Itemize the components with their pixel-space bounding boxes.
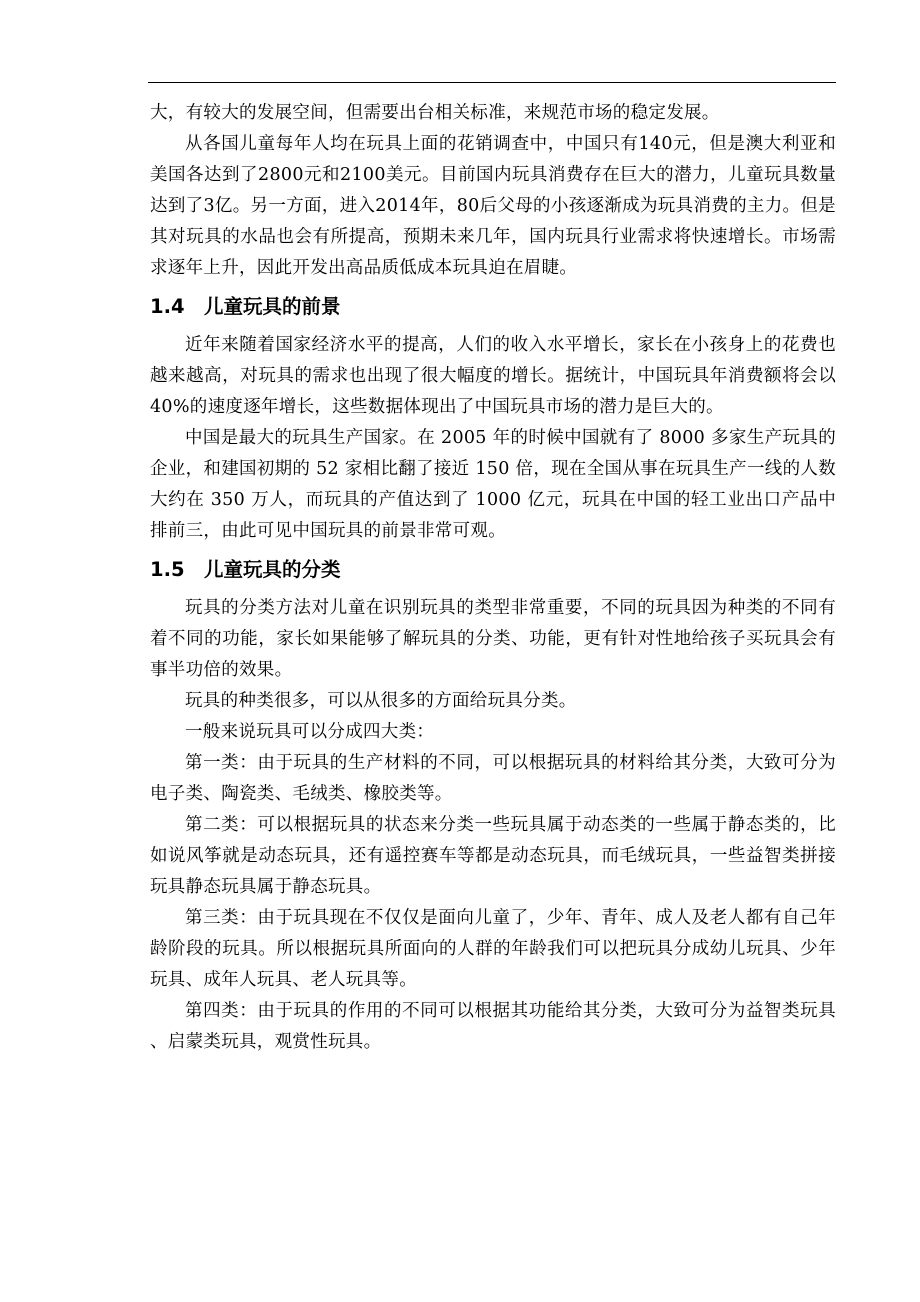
paragraph-spending-survey: 从各国儿童每年人均在玩具上面的花销调查中，中国只有140元，但是澳大利亚和美国各达到了2800元和2100美元。目前国内玩具消费存在巨大的潜力，儿童玩具数量达到了3亿。另一方面，进入2014年，80后父母的小孩逐渐成为玩具消费的主力。但是其对玩具的水品也会有所提高，预期未来几年，国内玩具行业需求将快速增长。市场需求逐年上升，因此开发出高品质低成本玩具迫在眉睫。 [150,134,836,278]
section-title: 儿童玩具的前景 [204,295,341,318]
section-heading-1-4 [150,290,836,324]
paragraph-continued: 大，有较大的发展空间，但需要出台相关标准，来规范市场的稳定发展。 [150,103,720,123]
paragraph: 第三类：由于玩具现在不仅仅是面向儿童了，少年、青年、成人及老人都有自己年龄阶段的玩具。所以根据玩具所面向的人群的年龄我们可以把玩具分成幼儿玩具、少年玩具、成年人玩具、老人玩具等。 [150,908,836,990]
document-body [150,98,836,1058]
paragraph: 中国是最大的玩具生产国家。在 2005 年的时候中国就有了 8000 多家生产玩具的企业，和建国初期的 52 家相比翻了接近 150 倍，现在全国从事在玩具生产一线的人数大约在 350 万人，而玩具的产值达到了 1000 亿元，玩具在中国的轻工业出口产品中排前三，由此可见中国玩具的前景非常可观。 [150,428,836,541]
section-title: 儿童玩具的分类 [204,558,341,581]
paragraph: 第一类：由于玩具的生产材料的不同，可以根据玩具的材料给其分类，大致可分为电子类、陶瓷类、毛绒类、橡胶类等。 [150,753,836,804]
header-rule [148,82,836,83]
paragraph: 玩具的分类方法对儿童在识别玩具的类型非常重要，不同的玩具因为种类的不同有着不同的功能，家长如果能够了解玩具的分类、功能，更有针对性地给孩子买玩具会有事半功倍的效果。 [150,598,836,680]
section-number: 1.5 [150,558,185,581]
section-heading-1-5 [150,553,836,587]
paragraph: 近年来随着国家经济水平的提高，人们的收入水平增长，家长在小孩身上的花费也越来越高，对玩具的需求也出现了很大幅度的增长。据统计，中国玩具年消费额将会以 40%的速度逐年增长，这些数据体现出了中国玩具市场的潜力是巨大的。 [150,335,836,417]
section-number: 1.4 [150,295,185,318]
paragraph: 第二类：可以根据玩具的状态来分类一些玩具属于动态类的一些属于静态类的，比如说风筝就是动态玩具，还有遥控赛车等都是动态玩具，而毛绒玩具，一些益智类拼接玩具静态玩具属于静态玩具。 [150,815,836,897]
paragraph: 一般来说玩具可以分成四大类： [185,722,435,742]
paragraph: 玩具的种类很多，可以从很多的方面给玩具分类。 [185,691,577,711]
paragraph: 第四类：由于玩具的作用的不同可以根据其功能给其分类，大致可分为益智类玩具 、启蒙类玩具，观赏性玩具。 [150,1001,836,1052]
